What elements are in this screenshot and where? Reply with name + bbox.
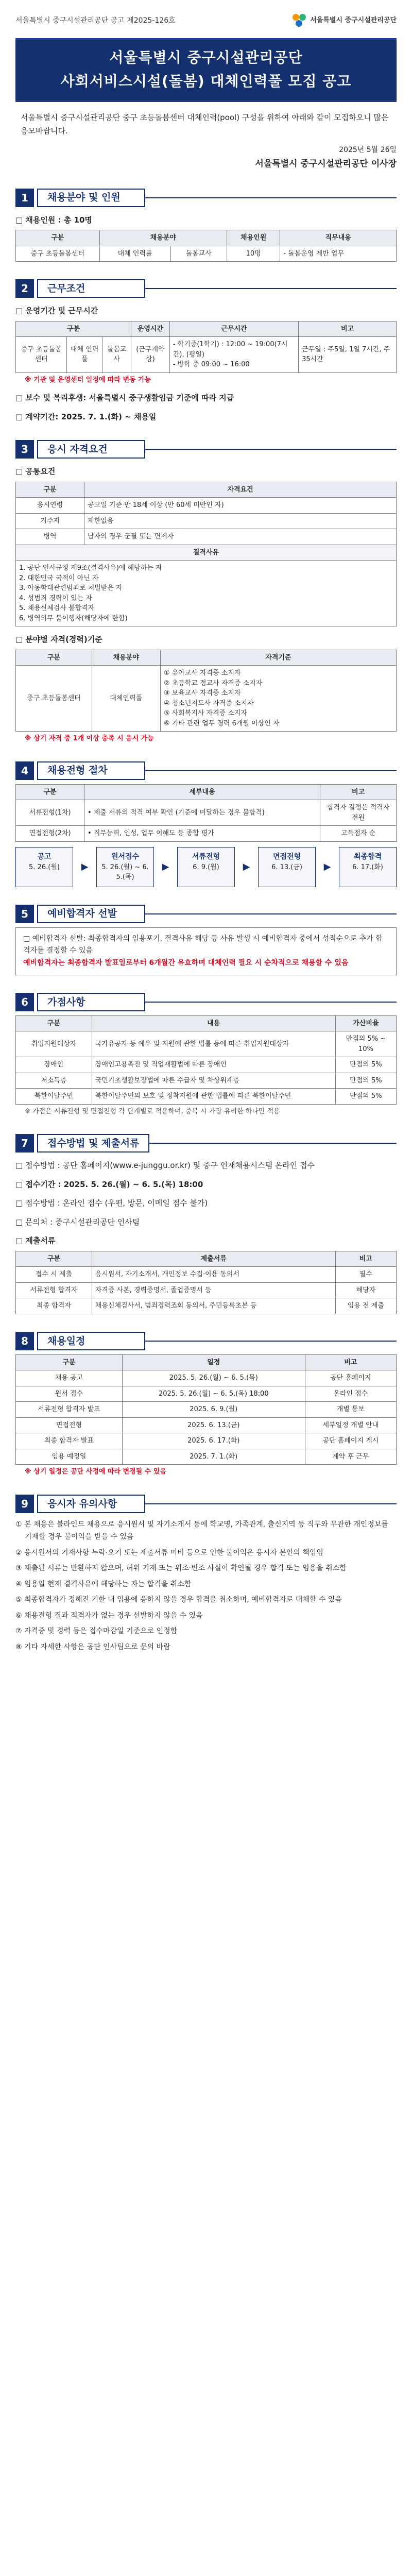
- table-cell: 남자의 경우 군필 또는 면제자: [84, 529, 397, 545]
- table-cell: 서류전형 합격자: [16, 1282, 92, 1298]
- table-row: [16, 1386, 397, 1402]
- table-cell: 10명: [227, 246, 280, 262]
- qualification-heading: □ 분야별 자격(경력)기준: [15, 635, 102, 644]
- table-header: 제출서류: [92, 1251, 335, 1267]
- flow-step-name: 공고: [37, 852, 52, 861]
- table-row: [16, 1298, 397, 1314]
- table-cell: 공단 홈페이지 게시: [305, 1433, 396, 1449]
- section-title: 근무조건: [37, 279, 145, 298]
- table-header: 운영시간: [131, 321, 169, 337]
- intro-text: 서울특별시 중구시설관리공단 중구 초등돌봄센터 대체인력(pool) 구성을 위하여 아래와 같이 모집하오니 많은 응모바랍니다.: [21, 113, 389, 135]
- recruit-table: [15, 230, 397, 262]
- list-item: ⑥ 채용전형 결과 적격자가 없는 경우 선발하지 않을 수 있음: [15, 1611, 203, 1620]
- section-title: 채용전형 절차: [37, 761, 145, 780]
- list-item: ⑧ 기타 자세한 사항은 공단 인사팀으로 문의 바람: [15, 1642, 170, 1651]
- application-method: □ 접수방법 : 공단 홈페이지(www.e-junggu.or.kr) 및 중구 인재채용시스템 온라인 접수: [15, 1161, 315, 1171]
- table-header: 구분: [16, 1354, 123, 1370]
- section-title: 가점사항: [37, 993, 145, 1011]
- notice-title-line2: 사회서비스시설(돌봄) 대체인력풀 모집 공고: [60, 73, 352, 90]
- list-item: ③ 보육교사 자격증 소지자: [163, 689, 241, 697]
- flow-step-date: 6. 17.(화): [352, 863, 383, 871]
- table-cell: 채용신체검사서, 범죄경력조회 동의서, 주민등록초본 등: [92, 1298, 335, 1314]
- list-item: ① 본 채용은 블라인드 채용으로 응시원서 및 자기소개서 등에 학교명, 가족관계, 출신지역 등 직무와 무관한 개인정보를 기재할 경우 불이익을 받을 수 있음: [15, 1520, 388, 1541]
- section-title: 채용일정: [37, 1332, 145, 1350]
- selection-process-table: [15, 784, 397, 842]
- table-cell: 고득점자 순: [320, 826, 397, 842]
- table-cell: 제한없음: [84, 513, 397, 529]
- table-cell: 서류전형 합격자 발표: [16, 1402, 123, 1418]
- list-item: ⑤ 사회복지사 자격증 소지자: [163, 709, 248, 717]
- section-title: 예비합격자 선발: [37, 905, 145, 923]
- reserve-candidate-detail: 예비합격자는 최종합격자 발표일로부터 6개월간 유효하며 대체인력 필요 시 순차적으로 채용할 수 있음: [23, 959, 349, 968]
- common-requirements-table: [15, 482, 397, 627]
- table-cell: [160, 666, 396, 732]
- table-cell: 대체인력풀: [92, 666, 160, 732]
- section-6-header: [15, 993, 397, 1011]
- table-row: [16, 1417, 397, 1433]
- section-rule: [149, 1143, 397, 1144]
- table-cell: 온라인 접수: [305, 1386, 396, 1402]
- table-cell: • 직무능력, 인성, 업무 이해도 등 종합 평가: [84, 826, 320, 842]
- section-5-header: [15, 905, 397, 923]
- section-title: 접수방법 및 제출서류: [37, 1134, 149, 1153]
- agency-logo-icon: [293, 14, 306, 27]
- list-item: 1. 공단 인사규정 제9조(결격사유)에 해당하는 자: [19, 564, 162, 572]
- table-cell: 만점의 5%: [335, 1089, 396, 1105]
- top-bar: [15, 10, 397, 31]
- list-item: ⑤ 최종합격자가 정해진 기한 내 임용에 응하지 않을 경우 합격을 취소하며, 예비합격자로 대체할 수 있음: [15, 1596, 342, 1604]
- table-cell: 북한이탈주민의 보호 및 정착지원에 관한 법률에 따른 북한이탈주민: [92, 1089, 335, 1105]
- table-header: 비고: [320, 784, 397, 800]
- table-row: [16, 1370, 397, 1386]
- table-cell: 돌봄교사: [170, 246, 227, 262]
- list-item: ⑥ 기타 관련 업무 경력 6개월 이상인 자: [163, 719, 280, 727]
- notice-title-line1: 서울특별시 중구시설관리공단: [109, 49, 303, 66]
- section-number: 7: [15, 1134, 34, 1153]
- section-rule: [145, 197, 397, 198]
- bonus-points-note: ※ 가점은 서류전형 및 면접전형 각 단계별로 적용하며, 중복 시 가장 유리한 하나만 적용: [25, 1107, 280, 1115]
- qualification-note: ※ 상기 자격 중 1개 이상 충족 시 응시 가능: [25, 735, 154, 742]
- table-row: [16, 1031, 397, 1057]
- table-cell: 원서 접수: [16, 1386, 123, 1402]
- section-number: 5: [15, 905, 34, 923]
- list-item: ④ 청소년지도사 자격증 소지자: [163, 699, 254, 707]
- section-9-header: [15, 1495, 397, 1513]
- documents-table: [15, 1251, 397, 1314]
- table-cell: 중구 초등돌봄센터: [16, 246, 100, 262]
- notice-title-banner: [15, 38, 397, 102]
- application-period: □ 접수기간 : 2025. 5. 26.(월) ~ 6. 5.(목) 18:00: [15, 1179, 203, 1189]
- table-row: [16, 337, 397, 373]
- table-header: 구분: [16, 321, 131, 337]
- table-row: [16, 529, 397, 545]
- notice-date: 2025년 5월 26일: [339, 146, 397, 154]
- table-header: 근무시간: [169, 321, 298, 337]
- section-4-header: [15, 761, 397, 780]
- pay-benefits: □ 보수 및 복리후생: 서울특별시 중구생활임금 기준에 따라 지급: [15, 393, 234, 402]
- table-row: [16, 1402, 397, 1418]
- section-title: 응시자 유의사항: [37, 1495, 145, 1513]
- table-header: 내용: [92, 1015, 335, 1031]
- footer-space: [15, 1653, 397, 1658]
- application-channel: □ 접수방법 : 온라인 접수 (우편, 방문, 이메일 접수 불가): [15, 1198, 208, 1208]
- section-8-header: [15, 1332, 397, 1350]
- table-row: [16, 498, 397, 514]
- list-item: ② 응시원서의 기재사항 누락·오기 또는 제출서류 미비 등으로 인한 불이익은 응시자 본인의 책임임: [15, 1548, 323, 1557]
- agency-logo: [293, 14, 397, 27]
- table-header: 직무내용: [280, 230, 397, 246]
- list-item: 2. 대한민국 국적이 아닌 자: [19, 574, 99, 582]
- arrow-right-icon: ▶: [323, 861, 331, 872]
- table-row: [16, 1282, 397, 1298]
- applicant-notes: [15, 1518, 397, 1654]
- notice-number: 서울특별시 중구시설관리공단 공고 제2025-126호: [15, 16, 176, 25]
- section-1-header: [15, 189, 397, 207]
- table-row: [16, 666, 397, 732]
- table-cell: 저소득층: [16, 1073, 92, 1089]
- section-number: 2: [15, 279, 34, 298]
- section-title: 채용분야 및 인원: [37, 189, 145, 207]
- table-row: [16, 246, 397, 262]
- list-item: 3. 아동학대관련범죄로 처벌받은 자: [19, 584, 123, 592]
- table-row: [16, 1433, 397, 1449]
- table-header: 구분: [16, 1251, 92, 1267]
- table-cell: 공고일 기준 만 18세 이상 (만 60세 미만인 자): [84, 498, 397, 514]
- table-cell: 2025. 6. 9.(월): [122, 1402, 305, 1418]
- table-row: [16, 1449, 397, 1465]
- flow-step-name: 면접전형: [272, 852, 301, 861]
- list-item: 4. 성범죄 경력이 있는 자: [19, 594, 92, 602]
- table-cell: 합격자 결정은 적격자 전원: [320, 800, 397, 826]
- section-number: 8: [15, 1332, 34, 1350]
- table-cell: 접수 시 제출: [16, 1267, 92, 1283]
- arrow-right-icon: ▶: [243, 861, 250, 872]
- table-cell: 최종 합격자 발표: [16, 1433, 123, 1449]
- qualification-table: [15, 650, 397, 732]
- list-item: ④ 임용일 현재 결격사유에 해당하는 자는 합격을 취소함: [15, 1580, 192, 1588]
- contract-period: □ 계약기간: 2025. 7. 1.(화) ~ 채용일: [15, 412, 157, 421]
- table-header: 구분: [16, 230, 100, 246]
- table-cell: 국민기초생활보장법에 따른 수급자 및 차상위계층: [92, 1073, 335, 1089]
- flow-step-name: 서류전형: [192, 852, 220, 861]
- table-cell: 세부일정 개별 안내: [305, 1417, 396, 1433]
- section-rule: [145, 1002, 397, 1003]
- table-cell: 2025. 6. 17.(화): [122, 1433, 305, 1449]
- table-row: [16, 1267, 397, 1283]
- flow-step: [258, 847, 316, 887]
- table-cell: 응시원서, 자기소개서, 개인정보 수집·이용 동의서: [92, 1267, 335, 1283]
- table-header: 구분: [16, 650, 92, 666]
- flow-step-date: 6. 9.(월): [193, 863, 219, 871]
- schedule-note: ※ 상기 일정은 공단 사정에 따라 변경될 수 있음: [25, 1468, 166, 1476]
- table-cell: 장애인고용촉진 및 직업재활법에 따른 장애인: [92, 1057, 335, 1073]
- table-cell: 취업지원대상자: [16, 1031, 92, 1057]
- table-cell: 임용 예정일: [16, 1449, 123, 1465]
- flow-step: [339, 847, 397, 887]
- table-cell: - 돌봄운영 제반 업무: [280, 246, 397, 262]
- table-header: 자격기준: [160, 650, 396, 666]
- section-number: 6: [15, 993, 34, 1011]
- table-cell: 계약 후 근무: [305, 1449, 396, 1465]
- section-rule: [145, 288, 397, 289]
- table-cell: 최종 합격자: [16, 1298, 92, 1314]
- disqualification-title: 결격사유: [16, 545, 397, 561]
- table-cell: 중구 초등돌봄센터: [16, 666, 92, 732]
- table-header: 비고: [299, 321, 397, 337]
- work-conditions-table: [15, 321, 397, 373]
- flow-step-date: 5. 26.(월): [29, 863, 60, 871]
- section-2-header: [15, 279, 397, 298]
- agency-logo-text: 서울특별시 중구시설관리공단: [310, 16, 397, 25]
- section-3-header: [15, 440, 397, 459]
- section-rule: [145, 449, 397, 450]
- list-item: ② 초등학교 정교사 자격증 소지자: [163, 679, 263, 687]
- flow-step-date: 6. 13.(금): [271, 863, 302, 871]
- table-row: [16, 513, 397, 529]
- table-cell: [169, 337, 298, 373]
- table-cell: 공단 홈페이지: [305, 1370, 396, 1386]
- table-cell: 대체 인력풀: [67, 337, 102, 373]
- work-hours-vacation: - 방학 중 09:00 ~ 16:00: [173, 361, 250, 368]
- table-header: 채용분야: [92, 650, 160, 666]
- table-header: 비고: [305, 1354, 396, 1370]
- work-period-heading: □ 운영기간 및 근무시간: [15, 306, 98, 315]
- schedule-table: [15, 1354, 397, 1465]
- flow-step: [96, 847, 154, 887]
- section-rule: [145, 913, 397, 914]
- flow-step: [177, 847, 235, 887]
- table-cell: 만점의 5% ~ 10%: [335, 1031, 396, 1057]
- reserve-candidate-box: [15, 927, 397, 975]
- table-cell: 돌봄교사: [102, 337, 131, 373]
- table-cell: 만점의 5%: [335, 1073, 396, 1089]
- table-row: [16, 800, 397, 826]
- table-cell: 면접전형: [16, 1417, 123, 1433]
- flow-step-date: 5. 26.(월) ~ 6. 5.(목): [101, 863, 149, 881]
- section-rule: [145, 770, 397, 771]
- arrow-right-icon: ▶: [162, 861, 169, 872]
- table-row: [16, 826, 397, 842]
- table-cell: 응시연령: [16, 498, 84, 514]
- list-item: ① 유아교사 자격증 소지자: [163, 669, 241, 677]
- table-cell: 근무일 : 주5일, 1일 7시간, 주 35시간: [299, 337, 397, 373]
- table-cell: 병역: [16, 529, 84, 545]
- work-conditions-note: ※ 기관 및 운영센터 일정에 따라 변동 가능: [25, 376, 151, 384]
- table-cell: 북한이탈주민: [16, 1089, 92, 1105]
- table-cell: 2025. 5. 26.(월) ~ 6. 5.(목): [122, 1370, 305, 1386]
- table-cell: (근무계약상): [131, 337, 169, 373]
- list-item: 5. 채용신체검사 불합격자: [19, 604, 95, 612]
- section-rule: [145, 1503, 397, 1504]
- table-row: [16, 1089, 397, 1105]
- table-cell: 임용 전 제출: [335, 1298, 396, 1314]
- table-cell: 면접전형(2차): [16, 826, 84, 842]
- table-cell: 자격증 사본, 경력증명서, 졸업증명서 등: [92, 1282, 335, 1298]
- section-7-header: [15, 1134, 397, 1153]
- table-header: 구분: [16, 1015, 92, 1031]
- table-row: [16, 561, 397, 626]
- table-row: [16, 545, 397, 561]
- table-cell: 중구 초등돌봄센터: [16, 337, 67, 373]
- table-header: 세부내용: [84, 784, 320, 800]
- section-number: 9: [15, 1495, 34, 1513]
- disqualification-list: [16, 561, 397, 626]
- table-header: 채용분야: [99, 230, 227, 246]
- recruit-count: □ 채용인원 : 총 10명: [15, 215, 92, 225]
- flow-step-name: 최종합격: [353, 852, 382, 861]
- section-title: 응시 자격요건: [37, 440, 145, 459]
- table-cell: 채용 공고: [16, 1370, 123, 1386]
- table-cell: 서류전형(1차): [16, 800, 84, 826]
- table-cell: 대체 인력풀: [99, 246, 170, 262]
- table-cell: • 제출 서류의 적격 여부 확인 (기준에 미달하는 경우 불합격): [84, 800, 320, 826]
- table-cell: 2025. 7. 1.(화): [122, 1449, 305, 1465]
- table-cell: 만점의 5%: [335, 1057, 396, 1073]
- section-rule: [145, 1341, 397, 1342]
- list-item: ⑦ 자격증 및 경력 등은 접수마감일 기준으로 인정함: [15, 1627, 178, 1636]
- table-row: [16, 1073, 397, 1089]
- list-item: 6. 병역의무 불이행자(해당자에 한함): [19, 614, 128, 622]
- table-header: 일정: [122, 1354, 305, 1370]
- table-header: 비고: [335, 1251, 396, 1267]
- table-cell: 거주지: [16, 513, 84, 529]
- table-cell: 필수: [335, 1267, 396, 1283]
- flow-step-name: 원서접수: [111, 852, 140, 861]
- table-cell: 2025. 5. 26.(월) ~ 6. 5.(목) 18:00: [122, 1386, 305, 1402]
- work-hours-term: - 학기중(1학기) : 12:00 ~ 19:00(7시간), (평일): [173, 341, 288, 359]
- process-flow: [15, 847, 397, 887]
- contact-info: □ 문의처 : 중구시설관리공단 인사팀: [15, 1217, 140, 1227]
- table-cell: 장애인: [16, 1057, 92, 1073]
- section-number: 3: [15, 440, 34, 459]
- table-header: 가산비율: [335, 1015, 396, 1031]
- documents-heading: □ 제출서류: [15, 1236, 56, 1246]
- table-header: 채용인원: [227, 230, 280, 246]
- table-cell: 개별 통보: [305, 1402, 396, 1418]
- section-number: 4: [15, 761, 34, 780]
- bonus-points-table: [15, 1015, 397, 1105]
- table-cell: 해당자: [335, 1282, 396, 1298]
- arrow-right-icon: ▶: [81, 861, 89, 872]
- notice-issuer: 서울특별시 중구시설관리공단 이사장: [255, 159, 397, 169]
- common-requirements-heading: □ 공통요건: [15, 467, 56, 476]
- table-header: 구분: [16, 784, 84, 800]
- section-number: 1: [15, 189, 34, 207]
- flow-step: [15, 847, 73, 887]
- table-header: 구분: [16, 482, 84, 498]
- table-cell: 국가유공자 등 예우 및 지원에 관한 법률 등에 따른 취업지원대상자: [92, 1031, 335, 1057]
- table-cell: 2025. 6. 13.(금): [122, 1417, 305, 1433]
- table-row: [16, 1057, 397, 1073]
- list-item: ③ 제출된 서류는 반환하지 않으며, 허위 기재 또는 위조·변조 사실이 확인될 경우 합격 또는 임용을 취소함: [15, 1564, 347, 1573]
- reserve-candidate-text: □ 예비합격자 선발: 최종합격자의 임용포기, 결격사유 해당 등 사유 발생 시 예비합격자 중에서 성적순으로 추가 합격자를 결정할 수 있음: [23, 934, 383, 955]
- table-header: 자격요건: [84, 482, 397, 498]
